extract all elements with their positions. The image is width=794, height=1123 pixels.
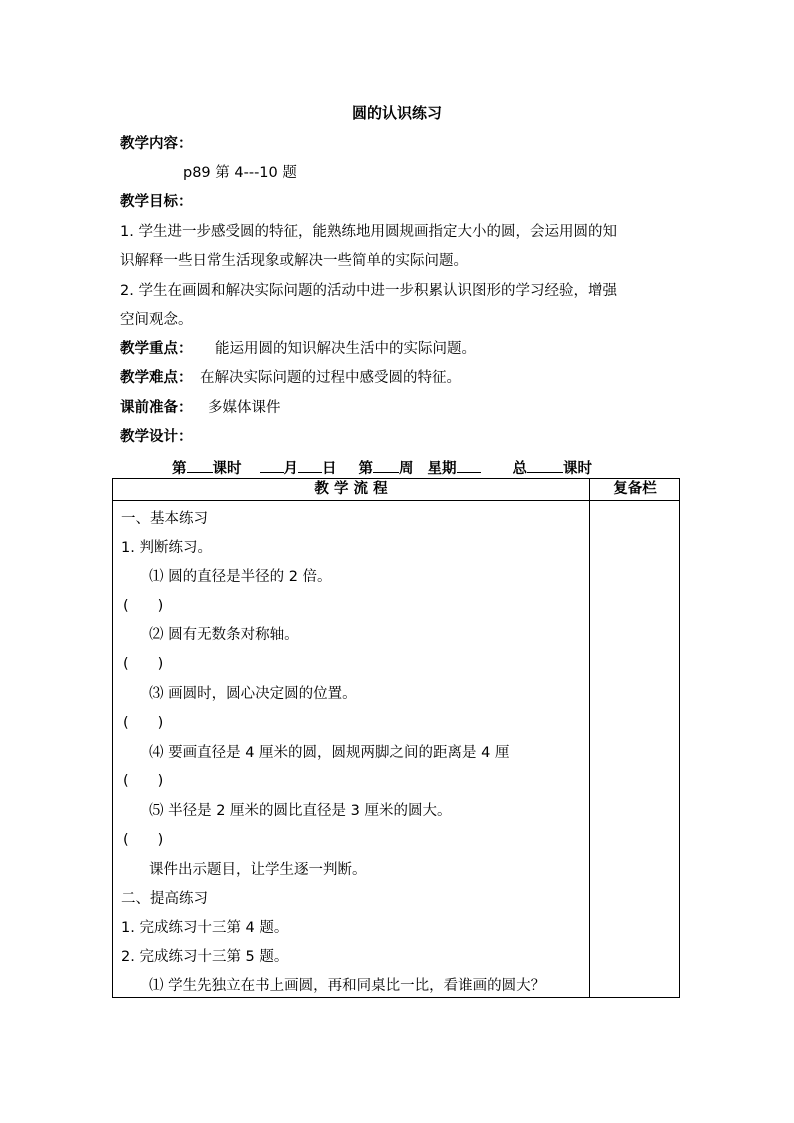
page-title: 圆的认识练习 [351,104,442,122]
difficulty-label: 教学难点： [120,370,193,386]
table-row: ⑷ 要画直径是 4 厘米的圆，圆规两脚之间的距离是 4 厘 [149,745,510,761]
schedule-text: 周 [399,461,414,477]
header-review: 复备栏 [613,481,657,497]
schedule-text: 月 [283,461,298,477]
answer-blank: ( ) [123,598,164,614]
schedule-blank [298,456,322,473]
goals-label: 教学目标： [120,194,193,210]
schedule-text: 第 [358,461,373,477]
table-row: ⑶ 画圆时，圆心决定圆的位置。 [149,686,357,702]
table-row: 二、提高练习 [121,891,208,907]
schedule-blank [187,456,213,473]
key-point-label: 教学重点： [120,341,193,357]
schedule-blank [527,456,563,473]
design-label: 教学设计： [120,429,193,445]
preparation-label: 课前准备： [120,400,193,416]
table-row: 一、基本练习 [121,511,208,527]
table-row: ⑴ 圆的直径是半径的 2 倍。 [149,569,332,585]
goal-line-3: 2. 学生在画圆和解决实际问题的活动中进一步积累认识图形的学习经验，增强 [120,283,617,299]
schedule-text: 日 [322,461,337,477]
content-value: p89 第 4---10 题 [183,165,297,181]
schedule-text: 总 [512,461,527,477]
table-row: 1. 判断练习。 [121,540,212,556]
preparation-value: 多媒体课件 [208,400,281,416]
lesson-table [112,478,680,998]
schedule-blank [260,456,284,473]
content-label: 教学内容： [120,136,193,152]
difficulty-value: 在解决实际问题的过程中感受圆的特征。 [200,370,461,386]
schedule-blank [457,456,481,473]
table-row: 2. 完成练习十三第 5 题。 [121,949,289,965]
schedule-text: 星期 [427,461,457,477]
header-process: 教 学 流 程 [314,481,388,497]
table-row: 1. 完成练习十三第 4 题。 [121,920,289,936]
schedule-line [172,456,592,479]
goal-line-1: 1. 学生进一步感受圆的特征，能熟练地用圆规画指定大小的圆，会运用圆的知 [120,224,617,240]
table-row: ⑸ 半径是 2 厘米的圆比直径是 3 厘米的圆大。 [149,803,452,819]
answer-blank: ( ) [123,656,164,672]
answer-blank: ( ) [123,832,164,848]
goal-line-2: 识解释一些日常生活现象或解决一些简单的实际问题。 [120,253,468,269]
answer-blank: ( ) [123,715,164,731]
schedule-text: 课时 [212,461,242,477]
table-row: ⑵ 圆有无数条对称轴。 [149,627,299,643]
schedule-text: 第 [172,461,187,477]
column-divider [589,479,590,997]
answer-blank: ( ) [123,773,164,789]
table-row: ⑴ 学生先独立在书上画圆，再和同桌比一比，看谁画的圆大？ [149,978,546,994]
header-divider [113,500,679,501]
table-row: 课件出示题目，让学生逐一判断。 [149,862,367,878]
schedule-text: 课时 [563,461,592,477]
key-point-value: 能运用圆的知识解决生活中的实际问题。 [215,341,476,357]
goal-line-4: 空间观念。 [120,312,193,328]
schedule-blank [373,456,399,473]
